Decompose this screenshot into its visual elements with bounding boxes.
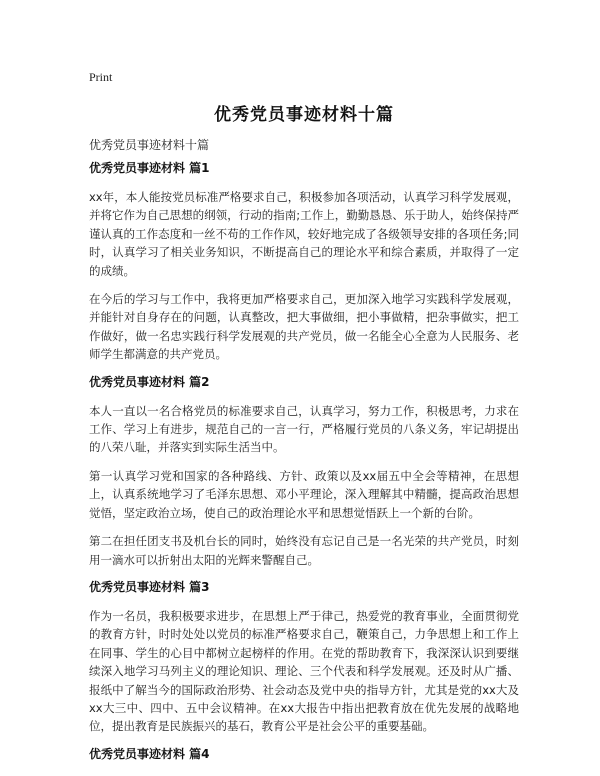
paragraph: 第一认真学习党和国家的各种路线、方针、政策以及xx届五中全会等精神，在思想上，认真系统地学习了毛泽东思想、邓小平理论，深入理解其中精髓，提高政治思想觉悟，坚定政治立场，使自己的政治理论水平和思想觉悟跃上一个新的台阶。 <box>89 468 519 520</box>
document-content <box>89 160 519 774</box>
print-label[interactable]: Print <box>89 70 113 84</box>
section-heading: 优秀党员事迹材料 篇4 <box>89 746 210 761</box>
section-heading: 优秀党员事迹材料 篇3 <box>89 579 210 594</box>
section-heading: 优秀党员事迹材料 篇1 <box>89 161 210 175</box>
document-title: 优秀党员事迹材料十篇 <box>214 105 394 125</box>
paragraph: 在今后的学习与工作中，我将更加严格要求自己，更加深入地学习实践科学发展观，并能针对自身存在的问题，认真整改，把大事做细，把小事做精，把杂事做实，把工作做好，做一名忠实践行科学发展观的共产党员，做一名能全心全意为人民服务、老师学生都满意的共产党员。 <box>89 292 519 362</box>
paragraph: 本人一直以一名合格党员的标准要求自己，认真学习，努力工作，积极思考，力求在工作、学习上有进步，规范自己的一言一行，严格履行党员的八条义务，牢记胡提出的八荣八耻，并落实到实际生活当中。 <box>89 403 519 455</box>
paragraph: 第二在担任团支书及机台长的同时，始终没有忘记自己是一名光荣的共产党员，时刻用一滴水可以折射出太阳的光辉来警醒自己。 <box>89 534 519 567</box>
document-subtitle: 优秀党员事迹材料十篇 <box>89 138 210 152</box>
paragraph: xx年，本人能按党员标准严格要求自己，积极参加各项活动，认真学习科学发展观，并将它作为自己思想的纲领，行动的指南;工作上，勤勤恳恳、乐于助人，始终保持严谨认真的工作态度和一丝不苟的工作作风，较好地完成了各级领导安排的各项任务;同时，认真学习了相关业务知识，不断提高自己的理论水平和综合素质，并取得了一定的成绩。 <box>89 190 519 278</box>
section-heading: 优秀党员事迹材料 篇2 <box>89 374 210 389</box>
paragraph: 作为一名员，我积极要求进步，在思想上严于律己，热爱党的教育事业，全面贯彻党的教育方针，时时处处以党员的标准严格要求自己，鞭策自己，力争思想上和工作上在同事、学生的心目中都树立起榜样的作用。在党的帮助教育下，我深深认识到要继续深入地学习马列主义的理论知识、理论、三个代表和科学发展观。还及时从广播、报纸中了解当今的国际政治形势、社会动态及党中央的指导方针，尤其是党的xx大及xx大三中、四中、五中会议精神。在xx大报告中指出把教育放在优先发展的战略地位，提出教育是民族振兴的基石，教育公平是社会公平的重要基础。 <box>89 608 519 734</box>
